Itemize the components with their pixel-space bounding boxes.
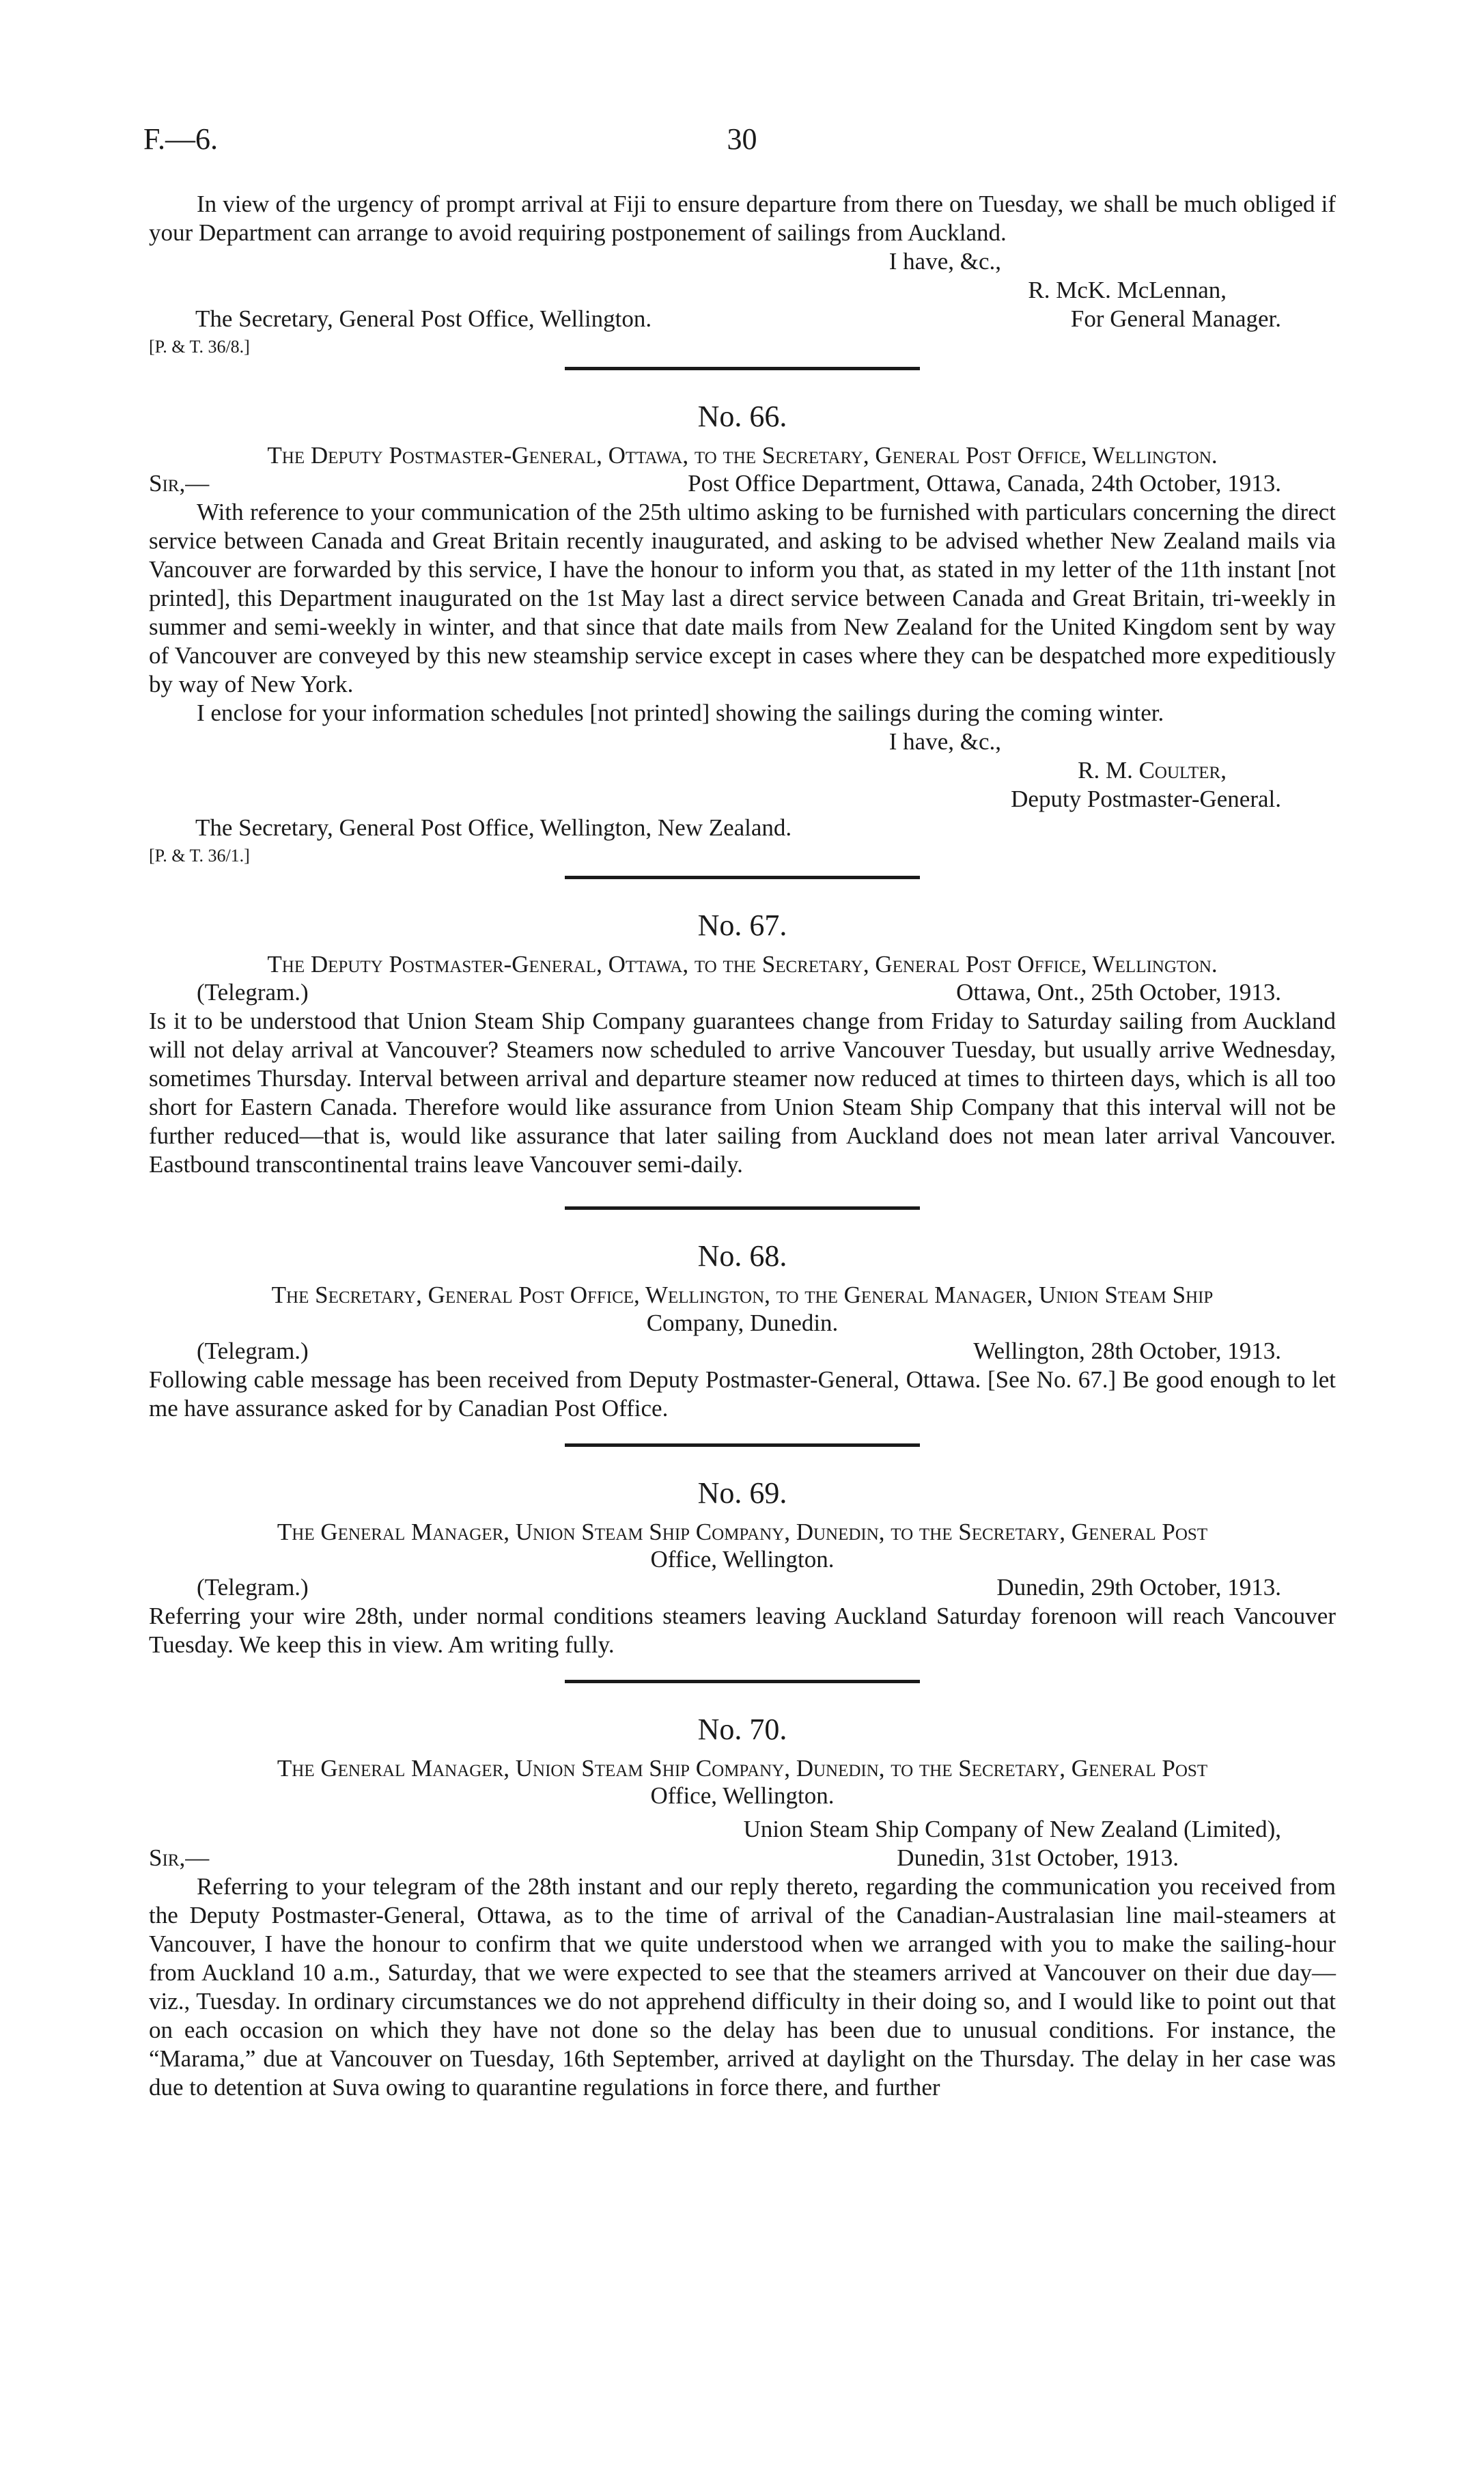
- letter-no-70: [149, 1712, 1336, 2102]
- letter-no-67: [149, 908, 1336, 1179]
- intro-file-ref: [P. & T. 36/8.]: [149, 337, 250, 357]
- letter-no-68: [149, 1238, 1336, 1422]
- section-divider: [565, 367, 920, 370]
- letter-heading: The Deputy Postmaster-General, Ottawa, to the Secretary, General Post Office, Wellington.: [267, 441, 1218, 469]
- company-name: Union Steam Ship Company of New Zealand (Limited),: [743, 1816, 1281, 1843]
- place-date: Wellington, 28th October, 1913.: [973, 1337, 1281, 1364]
- salutation-row: [149, 469, 1336, 498]
- page-number: 30: [727, 122, 757, 156]
- telegram-row: [149, 1337, 1336, 1366]
- letter-number: No. 69.: [697, 1476, 787, 1510]
- letter-heading-line1: The General Manager, Union Steam Ship Company, Dunedin, to the Secretary, General Post: [277, 1518, 1208, 1545]
- telegram-row: [149, 978, 1336, 1007]
- salutation-row: [149, 1844, 1336, 1872]
- letter-closing: I have, &c.,: [888, 728, 1001, 756]
- letter-heading-line1: The General Manager, Union Steam Ship Company, Dunedin, to the Secretary, General Post: [277, 1754, 1208, 1782]
- letter-file-ref: [P. & T. 36/1.]: [149, 846, 250, 866]
- telegram-label: (Telegram.): [197, 979, 309, 1006]
- letter-signatory-title: Deputy Postmaster-General.: [1011, 786, 1281, 813]
- letter-signatory: R. M. Coulter,: [1078, 757, 1227, 784]
- letter-paragraph: Referring to your telegram of the 28th instant and our reply thereto, regarding the communication you received from the Deputy Postmaster-General, Ottawa, as to the time of arrival of the Canadian-Australasian line mail-steamers at Vancouver, I have the honour to confirm that we quite understood when we arranged with you to make the sailing-hour from Auckland 10 a.m., Saturday, that we were expected to see that the steamers arrived at Vancouver on their due day—viz., Tuesday. In ordinary circumstances we do not apprehend difficulty in their doing so, and I would like to point out that on each occasion on which they have not done so the delay has been due to unusual conditions. For instance, the “Marama,” due at Vancouver on Tuesday, 16th September, arrived at daylight on the Thursday. The delay in her case was due to detention at Suva owing to quarantine regulations in force there, and further: [149, 1873, 1336, 2101]
- telegram-body: Following cable message has been received from Deputy Postmaster-General, Ottawa. [See No. 67.] Be good enough to let me have assurance asked for by Canadian Post Office.: [149, 1366, 1336, 1422]
- place-date: Dunedin, 31st October, 1913.: [897, 1844, 1179, 1872]
- letter-number: No. 67.: [697, 909, 787, 943]
- letter-paragraph: I enclose for your information schedules [not printed] showing the sailings during the coming winter.: [197, 700, 1164, 727]
- place-date: Dunedin, 29th October, 1913.: [996, 1574, 1281, 1601]
- intro-closing: I have, &c.,: [888, 248, 1001, 275]
- telegram-body: Referring your wire 28th, under normal conditions steamers leaving Auckland Saturday forenoon will reach Vancouver Tuesday. We keep this in view. Am writing fully.: [149, 1603, 1336, 1659]
- letter-heading-line2: Company, Dunedin.: [646, 1309, 839, 1336]
- intro-letter-end: [149, 190, 1336, 357]
- letter-number: No. 70.: [697, 1713, 787, 1747]
- letter-paragraph: With reference to your communication of the 25th ultimo asking to be furnished with particulars concerning the direct service between Canada and Great Britain recently inaugurated, and asking to be advised whether New Zealand mails via Vancouver are forwarded by this service, I have the honour to inform you that, as stated in my letter of the 11th instant [not printed], this Department inaugurated on the 1st May last a direct service between Canada and Great Britain, tri-weekly in summer and semi-weekly in winter, and that since that date mails from New Zealand for the United Kingdom sent by way of Vancouver are conveyed by this new steamship service except in cases where they can be despatched more expeditiously by way of New York.: [149, 499, 1336, 698]
- salutation: Sir,—: [149, 470, 210, 497]
- intro-addressee: The Secretary, General Post Office, Wellington.: [195, 305, 652, 332]
- letter-addressee: The Secretary, General Post Office, Wellington, New Zealand.: [195, 814, 792, 842]
- intro-signatory: R. McK. McLennan,: [1028, 277, 1227, 303]
- salutation: Sir,—: [149, 1844, 210, 1872]
- telegram-row: [149, 1573, 1336, 1602]
- section-divider: [565, 1206, 920, 1210]
- letter-number: No. 66.: [697, 400, 787, 434]
- letter-heading-line1: The Secretary, General Post Office, Wellington, to the General Manager, Union Steam Ship: [271, 1282, 1214, 1309]
- letter-heading-line2: Office, Wellington.: [650, 1782, 835, 1810]
- paper-reference-code: F.—6.: [143, 122, 218, 156]
- telegram-body: Is it to be understood that Union Steam Ship Company guarantees change from Friday to Saturday sailing from Auckland will not delay arrival at Vancouver? Steamers now scheduled to arrive Vancouver Tuesday, but usually arrive Wednesday, sometimes Thursday. Interval between arrival and departure steamer now reduced at times to thirteen days, which is all too short for Eastern Canada. Therefore would like assurance from Union Steam Ship Company that this interval will not be further reduced—that is, would like assurance that later sailing from Auckland does not mean later arrival Vancouver. Eastbound transcontinental trains leave Vancouver semi-daily.: [149, 1008, 1336, 1178]
- document-body: [149, 190, 1336, 2102]
- letter-heading-line2: Office, Wellington.: [650, 1545, 835, 1573]
- intro-signatory-title: For General Manager.: [1070, 305, 1281, 332]
- letter-number: No. 68.: [697, 1239, 787, 1273]
- section-divider: [565, 1443, 920, 1447]
- telegram-label: (Telegram.): [197, 1574, 309, 1601]
- place-date: Ottawa, Ont., 25th October, 1913.: [956, 979, 1281, 1006]
- section-divider: [565, 1680, 920, 1683]
- letter-no-69: [149, 1476, 1336, 1659]
- letter-heading: The Deputy Postmaster-General, Ottawa, to the Secretary, General Post Office, Wellington.: [267, 951, 1218, 978]
- letter-no-66: [149, 399, 1336, 866]
- section-divider: [565, 876, 920, 879]
- page-header: [143, 122, 1341, 156]
- telegram-label: (Telegram.): [197, 1337, 309, 1364]
- intro-paragraph: In view of the urgency of prompt arrival at Fiji to ensure departure from there on Tuesday, we shall be much obliged if your Department can arrange to avoid requiring postponement of sailings from Auckland.: [149, 191, 1336, 246]
- intro-sign-row: [149, 305, 1336, 333]
- place-date: Post Office Department, Ottawa, Canada, 24th October, 1913.: [688, 470, 1281, 497]
